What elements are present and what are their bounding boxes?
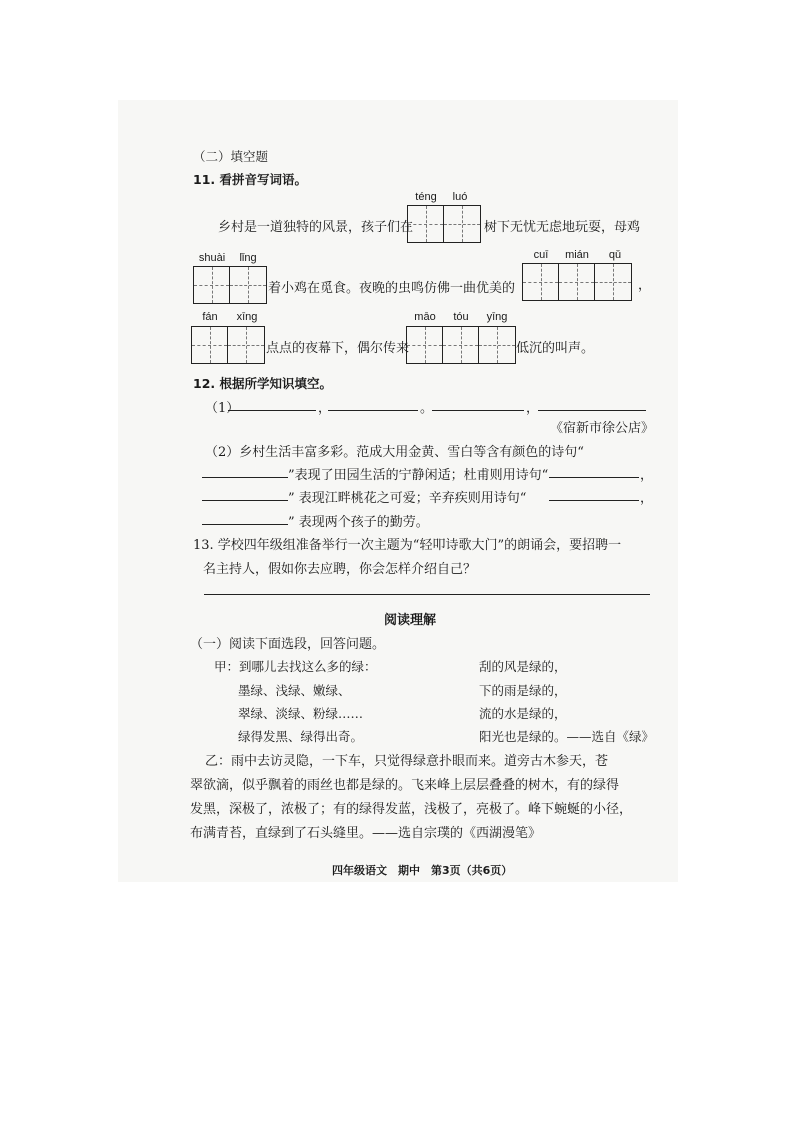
answer-blank[interactable] — [202, 477, 288, 478]
answer-grid-mao-tou-ying[interactable] — [406, 326, 516, 364]
q11-line3-after: 点点的夜幕下，偶尔传来 — [266, 341, 410, 356]
q12-part1-label: （1） — [205, 401, 240, 416]
answer-blank[interactable] — [549, 500, 639, 501]
grid-cell[interactable] — [407, 327, 443, 363]
jia-left-line: 甲：到哪儿去找这么多的绿： — [214, 659, 377, 674]
q13-line1: 13. 学校四年级组准备举行一次主题为“轻叩诗歌大门”的朗诵会，要招聘一 — [193, 538, 622, 553]
jia-left-line: 墨绿、浅绿、嫩绿、 — [238, 683, 351, 698]
grid-cell[interactable] — [228, 327, 264, 363]
punct: ， — [640, 468, 654, 483]
answer-blank[interactable] — [549, 477, 639, 478]
grid-cell[interactable] — [444, 206, 480, 242]
answer-grid-fan-xing[interactable] — [191, 326, 265, 364]
pinyin-mian: mián — [565, 249, 589, 261]
grid-cell[interactable] — [523, 264, 559, 300]
pinyin-teng: téng — [415, 191, 437, 203]
grid-cell[interactable] — [194, 267, 230, 303]
pinyin-qu: qǔ — [608, 249, 622, 261]
answer-grid-cui-mian-qu[interactable] — [522, 263, 632, 301]
pinyin-fan: fán — [202, 311, 218, 323]
q11-line3-end: 低沉的叫声。 — [516, 341, 595, 356]
pinyin-cui: cuī — [533, 249, 549, 261]
pinyin-tou: tóu — [453, 311, 469, 323]
grid-cell[interactable] — [230, 267, 266, 303]
punct: ， — [318, 401, 332, 416]
page-footer: 四年级语文 期中 第3页（共6页） — [332, 864, 513, 877]
yi-line: 翠欲滴，似乎飘着的雨丝也都是绿的。飞来峰上层层叠叠的树木，有的绿得 — [190, 778, 620, 793]
q12-part2-line2: ”表现了田园生活的宁静闲适；杜甫则用诗句“ — [288, 468, 549, 483]
answer-grid-shuai-ling[interactable] — [193, 266, 267, 304]
grid-cell[interactable] — [408, 206, 444, 242]
grid-cell[interactable] — [443, 327, 479, 363]
q11-title: 11. 看拼音写词语。 — [193, 172, 307, 187]
answer-blank[interactable] — [328, 410, 418, 411]
q12-part2-line4: ” 表现两个孩子的勤劳。 — [288, 515, 429, 530]
q11-line1-after: 树下无忧无虑地玩耍，母鸡 — [484, 220, 641, 235]
grid-cell[interactable] — [479, 327, 515, 363]
q13-line2: 名主持人，假如你去应聘，你会怎样介绍自己？ — [203, 562, 477, 577]
q12-title: 12. 根据所学知识填空。 — [193, 376, 332, 391]
yi-line: 布满青苔，直绿到了石头缝里。——选自宗璞的《西湖漫笔》 — [190, 826, 542, 841]
grid-cell[interactable] — [559, 264, 595, 300]
pinyin-shuai: shuài — [198, 252, 226, 264]
section-title: （二）填空题 — [193, 149, 269, 164]
q12-part1-source: 《宿新市徐公店》 — [550, 421, 655, 436]
q11-line1-text: 乡村是一道独特的风景，孩子们在 — [218, 220, 414, 235]
jia-left-line: 绿得发黑、绿得出奇。 — [238, 729, 364, 744]
grid-cell[interactable] — [192, 327, 228, 363]
answer-blank[interactable] — [538, 410, 646, 411]
pinyin-xing: xīng — [236, 311, 258, 323]
pinyin-luo: luó — [452, 191, 468, 203]
grid-cell[interactable] — [595, 264, 631, 300]
answer-blank[interactable] — [202, 500, 288, 501]
jia-left-line: 翠绿、淡绿、粉绿…… — [238, 706, 364, 721]
pinyin-ling: lǐng — [239, 252, 257, 264]
q12-part2-line1: （2）乡村生活丰富多彩。范成大用金黄、雪白等含有颜色的诗句“ — [205, 445, 584, 460]
jia-right-line: 下的雨是绿的， — [479, 683, 567, 698]
reading-heading: 阅读理解 — [384, 613, 437, 628]
comma: ， — [638, 278, 652, 293]
jia-right-line: 刮的风是绿的， — [479, 659, 567, 674]
jia-right-line: 流的水是绿的， — [479, 706, 567, 721]
yi-line: 发黑，深极了，浓极了；有的绿得发蓝，浅极了，亮极了。峰下蜿蜒的小径， — [190, 802, 633, 817]
reading-sub: （一）阅读下面选段，回答问题。 — [190, 637, 386, 652]
answer-grid-teng-luo[interactable] — [407, 205, 481, 243]
q11-line2-after: 着小鸡在觅食。夜晚的虫鸣仿佛一曲优美的 — [268, 281, 516, 296]
punct: ， — [640, 491, 654, 506]
answer-blank[interactable] — [202, 524, 288, 525]
answer-blank[interactable] — [228, 410, 316, 411]
punct: ， — [526, 401, 540, 416]
punct: 。 — [420, 401, 434, 416]
pinyin-mao: māo — [414, 311, 436, 323]
answer-line[interactable] — [204, 594, 650, 595]
jia-right-line: 阳光也是绿的。——选自《绿》 — [479, 729, 655, 744]
q12-part2-line3: ” 表现江畔桃花之可爱；辛弃疾则用诗句“ — [288, 491, 527, 506]
answer-blank[interactable] — [432, 410, 524, 411]
pinyin-ying: yīng — [486, 311, 508, 323]
yi-line: 乙：雨中去访灵隐，一下车，只觉得绿意扑眼而来。道旁古木参天，苍 — [205, 754, 609, 769]
